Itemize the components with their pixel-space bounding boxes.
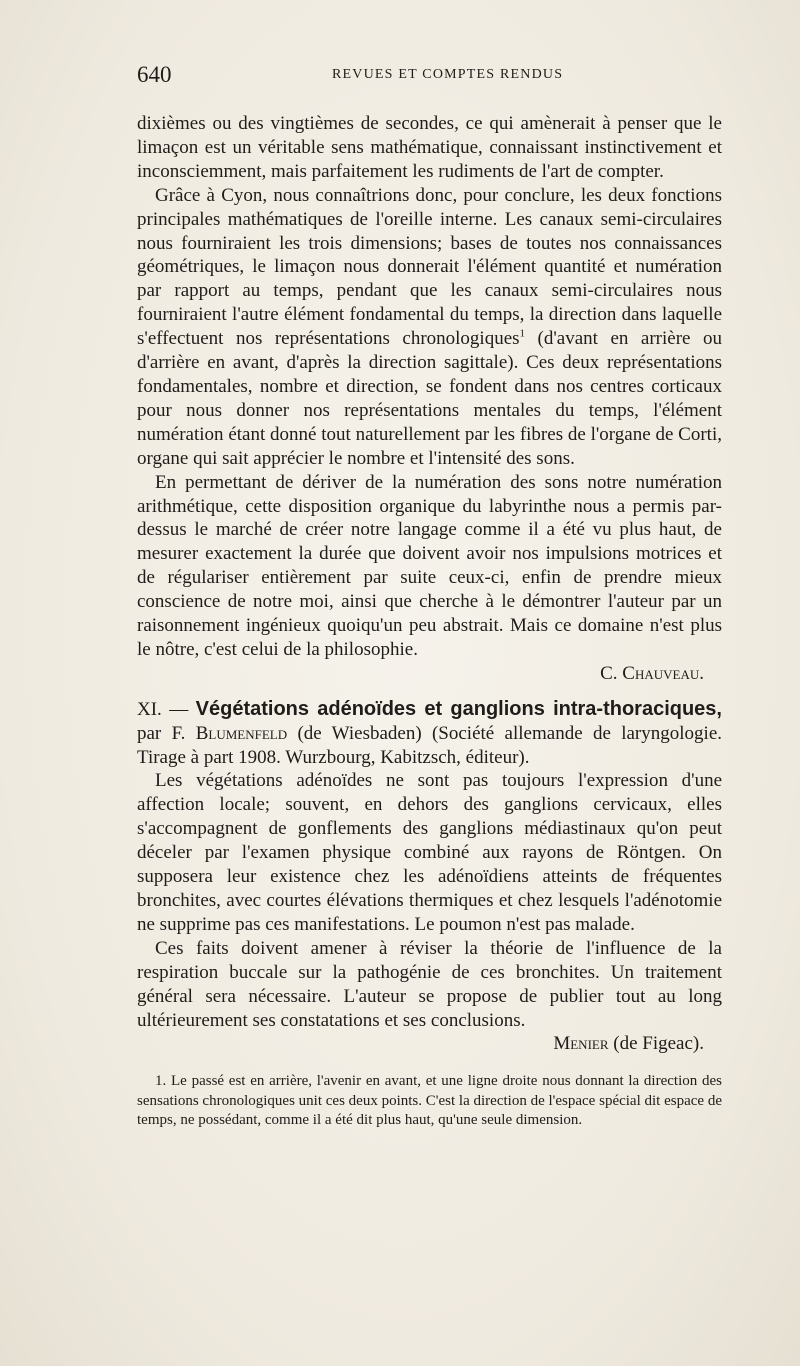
signature-chauveau: C. Chauveau. — [600, 662, 704, 684]
page-header — [137, 62, 722, 92]
paragraph-cyon-text: Grâce à Cyon, nous connaîtrions donc, pour conclure, les deux fonctions principales mathématiques de l'oreille interne. Les canaux semi-circulaires nous fourniraient les trois dimensions; bases de toutes nos connaissances géométriques, le limaçon nous donnerait l'élément quantité et numération par rapport au temps, pendant que les canaux semi-circulaires nous fourniraient l'autre élément fondamental du temps, la direction dans laquelle s'effectuent nos représentations chronologiques — [137, 184, 722, 350]
running-head: REVUES ET COMPTES RENDUS — [332, 67, 564, 82]
review-citation: (de Wiesbaden) (Société allemande de laryngologie. Tirage à part 1908. Wurzbourg, Kabitzsch, éditeur). — [137, 722, 722, 768]
review-author: Blumenfeld — [195, 722, 288, 744]
page-number: 640 — [137, 62, 172, 87]
body-text — [137, 112, 722, 1056]
review-title: Végétations adénoïdes et ganglions intra-thoraciques, — [195, 697, 722, 720]
paragraph-cyon — [137, 184, 722, 471]
footnote-reference[interactable]: 1 — [519, 327, 526, 340]
review-by: par F. — [137, 722, 196, 744]
footnote: 1. Le passé est en arrière, l'avenir en avant, et une ligne droite nous donnant la direction des sensations chronologiques unit ces deux points. C'est la direction de l'espace spécial dit espace de temps, ne possédant, comme il a été dit plus haut, qu'une seule dimension. — [137, 1073, 722, 1128]
signature-menier-place: (de Figeac). — [608, 1033, 704, 1055]
paragraph-faits: Ces faits doivent amener à réviser la théorie de l'influence de la respiration buccale sur la pathogénie de ces bronchites. Un traitement général sera nécessaire. L'auteur se propose de publier tout au long ultérieurement ses constatations et ses conclusions. — [137, 937, 722, 1031]
paragraph-numeration: En permettant de dériver de la numération des sons notre numération arithmétique, cette disposition organique du labyrinthe nous a permis par-dessus le marché de créer notre langage comme il a été vu plus haut, de mesurer exactement la durée que doivent avoir nos impulsions motrices et de régulariser entièrement par suite ceux-ci, enfin de prendre mieux conscience de notre moi, ainsi que cherche à le démontrer l'auteur par un raisonnement ingénieux quoiqu'un peu abstrait. Mais ce domaine n'est plus le nôtre, c'est celui de la philosophie. — [137, 471, 722, 660]
paragraph-vegetations: Les végétations adénoïdes ne sont pas toujours l'expression d'une affection locale; souvent, en dehors des ganglions cervicaux, elles s'accompagnent de gonflements des ganglions médiastinaux qu'on peut déceler par l'examen physique combiné aux rayons de Röntgen. On supposera leur existence chez les adénoïdiens atteints de fréquentes bronchites, avec courtes élévations thermiques et chez lesquels l'adénotomie ne supprime pas ces manifestations. Le poumon n'est pas malade. — [137, 770, 722, 935]
signature-menier — [137, 1032, 722, 1056]
paragraph-cyon-text-cont: (d'avant en arrière ou d'arrière en avant, d'après la direction sagittale). Ces deux représentations fondamentales, nombre et direction, se fondent dans nos centres corticaux pour nous donner nos représentations mentales du temps, l'élément numération étant donné tout naturellement par les fibres de l'organe de Corti, organe qui sait apprécier le nombre et l'intensité des sons. — [137, 328, 722, 469]
review-entry-heading — [137, 698, 722, 770]
paragraph-continued: dixièmes ou des vingtièmes de secondes, ce qui amènerait à penser que le limaçon est un véritable sens mathématique, connaissant instinctivement et inconsciemment, mais parfaitement les rudiments de l'art de compter. — [137, 113, 722, 182]
review-number: XI. — — [137, 698, 196, 720]
signature-menier-name: Menier — [553, 1033, 609, 1055]
